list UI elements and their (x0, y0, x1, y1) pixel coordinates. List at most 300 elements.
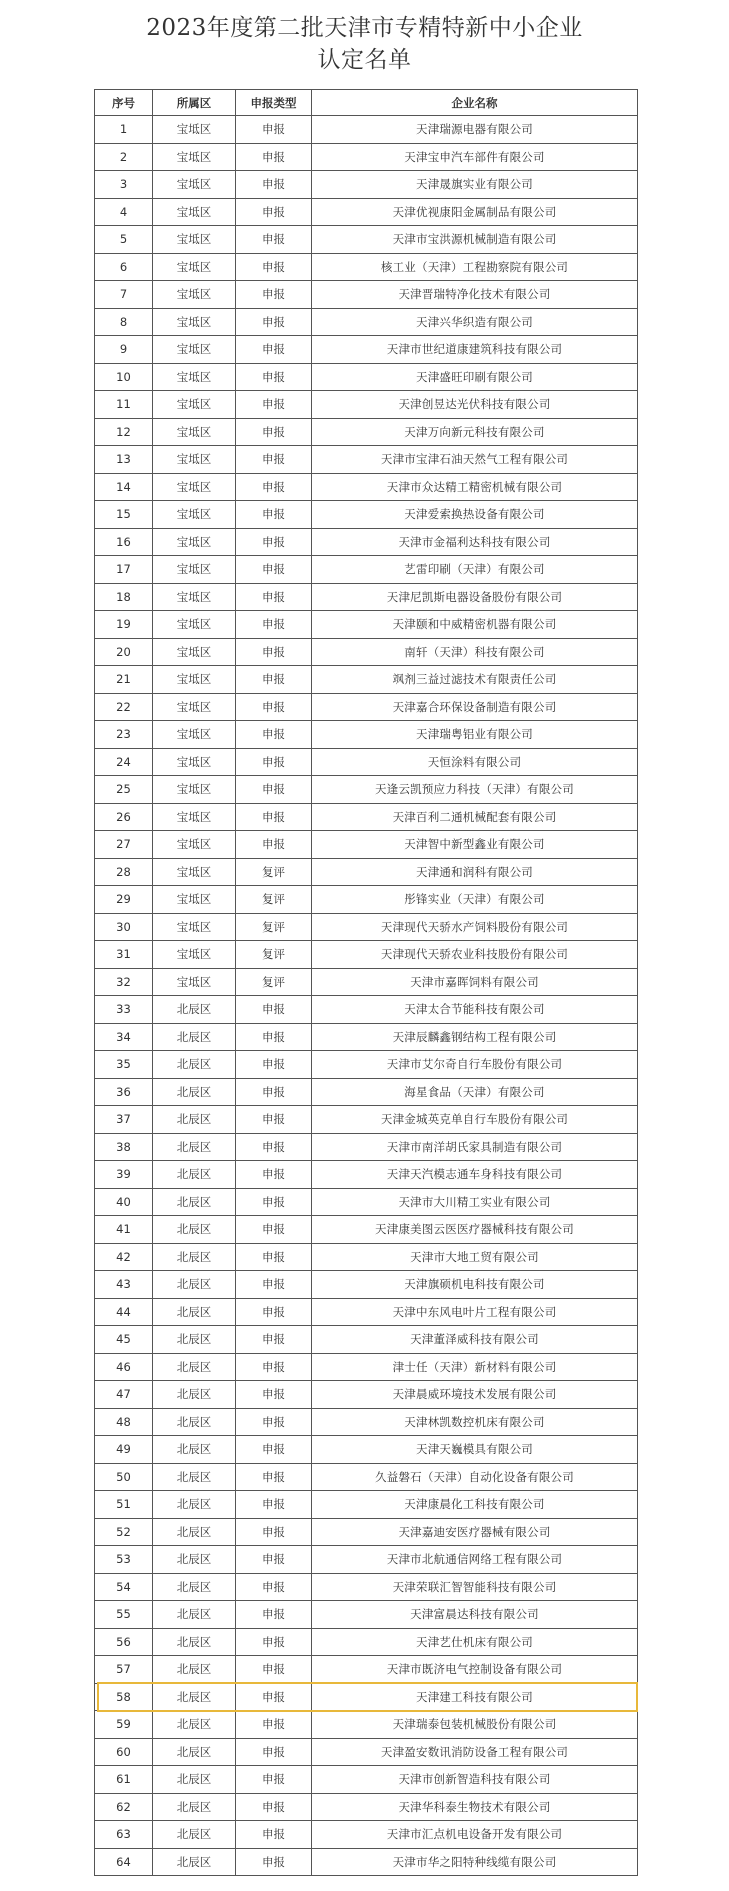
cell-company-name: 天津创昱达光伏科技有限公司 (312, 391, 638, 419)
cell-application-type: 申报 (236, 1656, 312, 1684)
table-row (95, 226, 638, 254)
table-row (95, 941, 638, 969)
cell-company-name: 天津市华之阳特种线缆有限公司 (312, 1848, 638, 1876)
cell-serial-number: 35 (95, 1051, 153, 1079)
cell-serial-number: 41 (95, 1216, 153, 1244)
cell-district: 宝坻区 (153, 308, 236, 336)
cell-application-type: 申报 (236, 748, 312, 776)
cell-serial-number: 16 (95, 528, 153, 556)
table-row (95, 1298, 638, 1326)
cell-company-name: 天津林凯数控机床有限公司 (312, 1408, 638, 1436)
cell-application-type: 申报 (236, 116, 312, 144)
cell-application-type: 申报 (236, 1381, 312, 1409)
cell-company-name: 天津颐和中威精密机器有限公司 (312, 611, 638, 639)
cell-application-type: 申报 (236, 308, 312, 336)
cell-serial-number: 60 (95, 1738, 153, 1766)
cell-district: 北辰区 (153, 1326, 236, 1354)
table-row (95, 913, 638, 941)
cell-company-name: 天津市既济电气控制设备有限公司 (312, 1656, 638, 1684)
cell-district: 北辰区 (153, 1518, 236, 1546)
cell-company-name: 天津艺仕机床有限公司 (312, 1628, 638, 1656)
cell-application-type: 申报 (236, 1766, 312, 1794)
cell-district: 宝坻区 (153, 171, 236, 199)
cell-serial-number: 12 (95, 418, 153, 446)
table-row (95, 1436, 638, 1464)
table-row (95, 391, 638, 419)
cell-application-type: 申报 (236, 418, 312, 446)
cell-serial-number: 37 (95, 1106, 153, 1134)
cell-company-name: 天津宝申汽车部件有限公司 (312, 143, 638, 171)
cell-district: 北辰区 (153, 1271, 236, 1299)
table-row (95, 693, 638, 721)
table-row (95, 171, 638, 199)
cell-district: 北辰区 (153, 1078, 236, 1106)
cell-application-type: 申报 (236, 1271, 312, 1299)
cell-district: 宝坻区 (153, 748, 236, 776)
cell-company-name: 天津旗硕机电科技有限公司 (312, 1271, 638, 1299)
cell-company-name: 天津兴华织造有限公司 (312, 308, 638, 336)
cell-application-type: 申报 (236, 528, 312, 556)
document-title (0, 12, 729, 76)
cell-application-type: 申报 (236, 1188, 312, 1216)
cell-application-type: 申报 (236, 1353, 312, 1381)
cell-district: 北辰区 (153, 1216, 236, 1244)
table-row (95, 308, 638, 336)
enterprise-table-container (94, 89, 637, 1876)
cell-company-name: 天津天巍模具有限公司 (312, 1436, 638, 1464)
table-body (95, 116, 638, 1876)
cell-company-name: 天津市创新智造科技有限公司 (312, 1766, 638, 1794)
cell-serial-number: 1 (95, 116, 153, 144)
table-row (95, 1793, 638, 1821)
cell-district: 北辰区 (153, 1463, 236, 1491)
cell-serial-number: 14 (95, 473, 153, 501)
cell-district: 北辰区 (153, 1601, 236, 1629)
table-row (95, 1023, 638, 1051)
header-application-type: 申报类型 (236, 90, 312, 116)
table-row (95, 1353, 638, 1381)
cell-district: 北辰区 (153, 1133, 236, 1161)
table-row (95, 1848, 638, 1876)
cell-district: 宝坻区 (153, 116, 236, 144)
cell-application-type: 申报 (236, 1683, 312, 1711)
cell-district: 北辰区 (153, 1711, 236, 1739)
cell-district: 宝坻区 (153, 198, 236, 226)
cell-company-name: 天津辰麟鑫钢结构工程有限公司 (312, 1023, 638, 1051)
cell-district: 宝坻区 (153, 776, 236, 804)
cell-application-type: 复评 (236, 858, 312, 886)
cell-serial-number: 44 (95, 1298, 153, 1326)
cell-serial-number: 49 (95, 1436, 153, 1464)
table-row (95, 1821, 638, 1849)
cell-application-type: 申报 (236, 721, 312, 749)
cell-application-type: 申报 (236, 1518, 312, 1546)
cell-company-name: 天津市金福利达科技有限公司 (312, 528, 638, 556)
cell-company-name: 天津百利二通机械配套有限公司 (312, 803, 638, 831)
cell-serial-number: 36 (95, 1078, 153, 1106)
cell-serial-number: 21 (95, 666, 153, 694)
cell-serial-number: 5 (95, 226, 153, 254)
cell-serial-number: 26 (95, 803, 153, 831)
table-row (95, 1738, 638, 1766)
cell-district: 宝坻区 (153, 803, 236, 831)
cell-application-type: 申报 (236, 556, 312, 584)
cell-district: 宝坻区 (153, 941, 236, 969)
cell-district: 宝坻区 (153, 583, 236, 611)
title-line-1: 2023年度第二批天津市专精特新中小企业 (146, 15, 583, 41)
cell-company-name: 天津市宝洪源机械制造有限公司 (312, 226, 638, 254)
cell-company-name: 天津现代天骄农业科技股份有限公司 (312, 941, 638, 969)
cell-serial-number: 4 (95, 198, 153, 226)
cell-application-type: 复评 (236, 968, 312, 996)
cell-company-name: 天津优视康阳金属制品有限公司 (312, 198, 638, 226)
cell-company-name: 天津盛旺印刷有限公司 (312, 363, 638, 391)
cell-application-type: 申报 (236, 1078, 312, 1106)
cell-district: 宝坻区 (153, 143, 236, 171)
cell-company-name: 天津市大川精工实业有限公司 (312, 1188, 638, 1216)
cell-serial-number: 38 (95, 1133, 153, 1161)
cell-application-type: 申报 (236, 1628, 312, 1656)
table-row (95, 1766, 638, 1794)
cell-company-name: 天津市汇点机电设备开发有限公司 (312, 1821, 638, 1849)
cell-serial-number: 57 (95, 1656, 153, 1684)
cell-district: 宝坻区 (153, 528, 236, 556)
cell-application-type: 申报 (236, 1133, 312, 1161)
cell-application-type: 申报 (236, 1793, 312, 1821)
cell-district: 宝坻区 (153, 473, 236, 501)
table-row (95, 1491, 638, 1519)
cell-serial-number: 63 (95, 1821, 153, 1849)
cell-application-type: 申报 (236, 1711, 312, 1739)
cell-application-type: 申报 (236, 666, 312, 694)
cell-application-type: 申报 (236, 1023, 312, 1051)
cell-serial-number: 2 (95, 143, 153, 171)
table-row (95, 1326, 638, 1354)
cell-serial-number: 34 (95, 1023, 153, 1051)
cell-serial-number: 18 (95, 583, 153, 611)
cell-serial-number: 48 (95, 1408, 153, 1436)
cell-district: 宝坻区 (153, 666, 236, 694)
cell-company-name: 天津瑞泰包装机械股份有限公司 (312, 1711, 638, 1739)
cell-district: 北辰区 (153, 1573, 236, 1601)
cell-serial-number: 24 (95, 748, 153, 776)
table-row (95, 116, 638, 144)
cell-company-name: 天津万向新元科技有限公司 (312, 418, 638, 446)
cell-company-name: 天津盈安数讯消防设备工程有限公司 (312, 1738, 638, 1766)
cell-serial-number: 61 (95, 1766, 153, 1794)
cell-application-type: 申报 (236, 171, 312, 199)
cell-serial-number: 31 (95, 941, 153, 969)
cell-district: 北辰区 (153, 1106, 236, 1134)
cell-application-type: 申报 (236, 776, 312, 804)
cell-district: 宝坻区 (153, 858, 236, 886)
cell-serial-number: 17 (95, 556, 153, 584)
header-serial-number: 序号 (95, 90, 153, 116)
cell-company-name: 天津晟旗实业有限公司 (312, 171, 638, 199)
cell-district: 宝坻区 (153, 721, 236, 749)
table-row (95, 721, 638, 749)
table-row (95, 803, 638, 831)
cell-district: 北辰区 (153, 1243, 236, 1271)
header-district: 所属区 (153, 90, 236, 116)
table-row (95, 1601, 638, 1629)
cell-application-type: 申报 (236, 391, 312, 419)
cell-application-type: 申报 (236, 1463, 312, 1491)
table-row (95, 666, 638, 694)
cell-company-name: 天津晨威环境技术发展有限公司 (312, 1381, 638, 1409)
cell-company-name: 天津金城英克单自行车股份有限公司 (312, 1106, 638, 1134)
cell-application-type: 申报 (236, 336, 312, 364)
cell-company-name: 久益磐石（天津）自动化设备有限公司 (312, 1463, 638, 1491)
cell-company-name: 天津市南洋胡氏家具制造有限公司 (312, 1133, 638, 1161)
table-row (95, 1463, 638, 1491)
cell-company-name: 海星食品（天津）有限公司 (312, 1078, 638, 1106)
cell-district: 宝坻区 (153, 363, 236, 391)
table-row (95, 583, 638, 611)
cell-serial-number: 10 (95, 363, 153, 391)
cell-district: 宝坻区 (153, 831, 236, 859)
cell-serial-number: 46 (95, 1353, 153, 1381)
cell-district: 北辰区 (153, 1188, 236, 1216)
table-row (95, 418, 638, 446)
cell-serial-number: 53 (95, 1546, 153, 1574)
table-row (95, 1216, 638, 1244)
cell-serial-number: 19 (95, 611, 153, 639)
cell-district: 北辰区 (153, 1766, 236, 1794)
cell-serial-number: 20 (95, 638, 153, 666)
cell-serial-number: 54 (95, 1573, 153, 1601)
cell-district: 北辰区 (153, 1683, 236, 1711)
cell-company-name: 天津市北航通信网络工程有限公司 (312, 1546, 638, 1574)
cell-company-name: 天津荣联汇智智能科技有限公司 (312, 1573, 638, 1601)
cell-application-type: 申报 (236, 693, 312, 721)
table-row (95, 996, 638, 1024)
table-row (95, 556, 638, 584)
cell-serial-number: 9 (95, 336, 153, 364)
cell-application-type: 申报 (236, 1546, 312, 1574)
cell-serial-number: 15 (95, 501, 153, 529)
cell-company-name: 天津尼凯斯电器设备股份有限公司 (312, 583, 638, 611)
cell-application-type: 申报 (236, 143, 312, 171)
cell-company-name: 天津智中新型鑫业有限公司 (312, 831, 638, 859)
table-row (95, 1381, 638, 1409)
table-row (95, 1078, 638, 1106)
table-row (95, 1573, 638, 1601)
cell-company-name: 彤锋实业（天津）有限公司 (312, 886, 638, 914)
cell-district: 宝坻区 (153, 446, 236, 474)
table-row (95, 1683, 638, 1711)
cell-company-name: 南轩（天津）科技有限公司 (312, 638, 638, 666)
table-row (95, 336, 638, 364)
cell-serial-number: 45 (95, 1326, 153, 1354)
cell-serial-number: 64 (95, 1848, 153, 1876)
cell-company-name: 天津市宝津石油天然气工程有限公司 (312, 446, 638, 474)
table-row (95, 446, 638, 474)
table-row (95, 363, 638, 391)
cell-application-type: 申报 (236, 803, 312, 831)
table-row (95, 1518, 638, 1546)
cell-district: 宝坻区 (153, 611, 236, 639)
cell-district: 北辰区 (153, 1436, 236, 1464)
cell-company-name: 天津爱索换热设备有限公司 (312, 501, 638, 529)
cell-company-name: 天津瑞源电器有限公司 (312, 116, 638, 144)
cell-serial-number: 51 (95, 1491, 153, 1519)
cell-company-name: 天津晋瑞特净化技术有限公司 (312, 281, 638, 309)
cell-district: 北辰区 (153, 1381, 236, 1409)
cell-application-type: 复评 (236, 913, 312, 941)
cell-district: 北辰区 (153, 1408, 236, 1436)
cell-application-type: 申报 (236, 281, 312, 309)
cell-district: 北辰区 (153, 1023, 236, 1051)
cell-company-name: 天津市艾尔奇自行车股份有限公司 (312, 1051, 638, 1079)
table-row (95, 1133, 638, 1161)
title-line-2: 认定名单 (317, 47, 412, 73)
cell-application-type: 申报 (236, 1051, 312, 1079)
cell-serial-number: 47 (95, 1381, 153, 1409)
cell-application-type: 申报 (236, 198, 312, 226)
cell-application-type: 申报 (236, 501, 312, 529)
cell-company-name: 天津嘉迪安医疗器械有限公司 (312, 1518, 638, 1546)
cell-company-name: 津士任（天津）新材料有限公司 (312, 1353, 638, 1381)
table-row (95, 501, 638, 529)
cell-district: 宝坻区 (153, 281, 236, 309)
table-row (95, 1271, 638, 1299)
cell-district: 宝坻区 (153, 638, 236, 666)
cell-district: 宝坻区 (153, 253, 236, 281)
cell-application-type: 申报 (236, 1106, 312, 1134)
table-row (95, 1711, 638, 1739)
cell-district: 宝坻区 (153, 556, 236, 584)
cell-serial-number: 50 (95, 1463, 153, 1491)
cell-serial-number: 23 (95, 721, 153, 749)
table-row (95, 1051, 638, 1079)
cell-district: 宝坻区 (153, 968, 236, 996)
cell-serial-number: 22 (95, 693, 153, 721)
table-row (95, 1243, 638, 1271)
cell-application-type: 申报 (236, 831, 312, 859)
table-row (95, 968, 638, 996)
cell-district: 北辰区 (153, 1628, 236, 1656)
table-row (95, 611, 638, 639)
table-row (95, 858, 638, 886)
cell-serial-number: 59 (95, 1711, 153, 1739)
cell-district: 宝坻区 (153, 913, 236, 941)
cell-company-name: 天津天汽模志通车身科技有限公司 (312, 1161, 638, 1189)
cell-district: 北辰区 (153, 1793, 236, 1821)
table-row (95, 1656, 638, 1684)
table-row (95, 776, 638, 804)
cell-application-type: 申报 (236, 1601, 312, 1629)
cell-company-name: 艺雷印刷（天津）有限公司 (312, 556, 638, 584)
cell-district: 北辰区 (153, 1353, 236, 1381)
cell-application-type: 申报 (236, 1326, 312, 1354)
table-row (95, 831, 638, 859)
enterprise-table (94, 89, 638, 1876)
cell-serial-number: 28 (95, 858, 153, 886)
table-row (95, 198, 638, 226)
table-row (95, 1106, 638, 1134)
cell-district: 北辰区 (153, 1738, 236, 1766)
table-row (95, 748, 638, 776)
cell-application-type: 申报 (236, 446, 312, 474)
cell-application-type: 申报 (236, 1243, 312, 1271)
cell-company-name: 天津康美图云医医疗器械科技有限公司 (312, 1216, 638, 1244)
cell-company-name: 天津董泽威科技有限公司 (312, 1326, 638, 1354)
cell-company-name: 天津嘉合环保设备制造有限公司 (312, 693, 638, 721)
cell-serial-number: 56 (95, 1628, 153, 1656)
cell-serial-number: 39 (95, 1161, 153, 1189)
cell-application-type: 申报 (236, 1408, 312, 1436)
cell-company-name: 核工业（天津）工程勘察院有限公司 (312, 253, 638, 281)
cell-application-type: 申报 (236, 226, 312, 254)
cell-application-type: 申报 (236, 638, 312, 666)
cell-serial-number: 43 (95, 1271, 153, 1299)
cell-district: 北辰区 (153, 1161, 236, 1189)
cell-company-name: 天津现代天骄水产饲料股份有限公司 (312, 913, 638, 941)
cell-application-type: 申报 (236, 1436, 312, 1464)
cell-application-type: 申报 (236, 1298, 312, 1326)
cell-application-type: 申报 (236, 996, 312, 1024)
table-row (95, 253, 638, 281)
cell-district: 北辰区 (153, 1656, 236, 1684)
cell-company-name: 天津市嘉晖饲料有限公司 (312, 968, 638, 996)
cell-serial-number: 27 (95, 831, 153, 859)
table-row (95, 143, 638, 171)
cell-district: 北辰区 (153, 1821, 236, 1849)
cell-company-name: 天逢云凯预应力科技（天津）有限公司 (312, 776, 638, 804)
cell-district: 北辰区 (153, 1491, 236, 1519)
cell-company-name: 天津通和润科有限公司 (312, 858, 638, 886)
cell-serial-number: 25 (95, 776, 153, 804)
cell-district: 北辰区 (153, 1546, 236, 1574)
cell-company-name: 天津富晨达科技有限公司 (312, 1601, 638, 1629)
cell-company-name: 天津建工科技有限公司 (312, 1683, 638, 1711)
table-row (95, 1628, 638, 1656)
cell-application-type: 复评 (236, 941, 312, 969)
cell-district: 宝坻区 (153, 693, 236, 721)
table-row (95, 886, 638, 914)
cell-district: 宝坻区 (153, 418, 236, 446)
cell-application-type: 申报 (236, 1848, 312, 1876)
cell-company-name: 飒剂三益过滤技术有限责任公司 (312, 666, 638, 694)
cell-district: 宝坻区 (153, 886, 236, 914)
cell-serial-number: 52 (95, 1518, 153, 1546)
cell-district: 宝坻区 (153, 501, 236, 529)
cell-company-name: 天津市世纪道康建筑科技有限公司 (312, 336, 638, 364)
cell-district: 宝坻区 (153, 336, 236, 364)
cell-serial-number: 6 (95, 253, 153, 281)
table-row (95, 1188, 638, 1216)
cell-serial-number: 62 (95, 1793, 153, 1821)
table-row (95, 1408, 638, 1436)
cell-application-type: 申报 (236, 1216, 312, 1244)
cell-company-name: 天津康晨化工科技有限公司 (312, 1491, 638, 1519)
cell-serial-number: 58 (95, 1683, 153, 1711)
cell-company-name: 天津市大地工贸有限公司 (312, 1243, 638, 1271)
table-row (95, 1546, 638, 1574)
cell-district: 宝坻区 (153, 391, 236, 419)
cell-serial-number: 8 (95, 308, 153, 336)
cell-company-name: 天津中东风电叶片工程有限公司 (312, 1298, 638, 1326)
cell-application-type: 复评 (236, 886, 312, 914)
cell-company-name: 天津太合节能科技有限公司 (312, 996, 638, 1024)
cell-serial-number: 7 (95, 281, 153, 309)
cell-district: 北辰区 (153, 1848, 236, 1876)
header-company-name: 企业名称 (312, 90, 638, 116)
cell-application-type: 申报 (236, 1161, 312, 1189)
cell-serial-number: 11 (95, 391, 153, 419)
cell-application-type: 申报 (236, 1821, 312, 1849)
